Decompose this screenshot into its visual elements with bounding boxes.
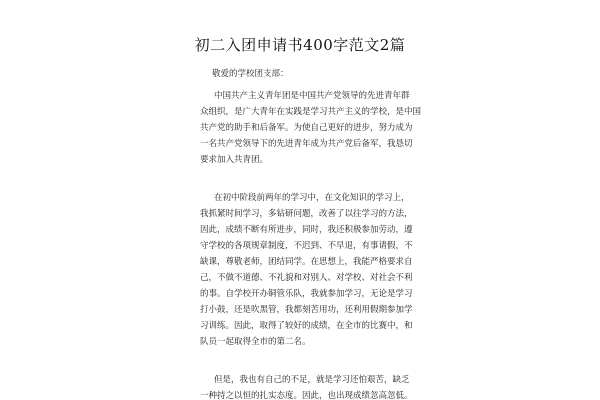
paragraph-gap <box>200 168 400 190</box>
paragraph-line: 要求加入共青团。 <box>200 155 269 165</box>
paragraph-line: 的事。自学校开办铜管乐队，我就参加学习，无论是学习 <box>200 289 413 299</box>
paragraph-line: 打小鼓，还是吹黑管，我都刻苦用功，还利用假期参加学 <box>200 305 413 315</box>
paragraph-line: 在初中阶段前两年的学习中，在文化知识的学习上， <box>214 193 410 203</box>
paragraph-line: 因此，成绩不断有所进步，同时，我还积极参加劳动，遵 <box>200 225 413 235</box>
paragraph-line: 己，不做不道德、不礼貌和对别人、对学校、对社会不利 <box>200 273 413 283</box>
paragraph-line: 众组织，是广大青年在实践是学习共产主义的学校，是中国 <box>200 107 422 117</box>
paragraph-line: 我抓紧时间学习，多钻研问题，改善了以往学习的方法， <box>200 209 413 219</box>
paragraph-3 <box>200 372 413 400</box>
paragraph-line: 一名共产党领导下的先进青年成为共产党后备军，我恳切 <box>200 139 413 149</box>
paragraph-line: 缺课，尊敬老师，团结同学。在思想上，我能严格要求自 <box>200 257 413 267</box>
paragraph-line: 守学校的各项规章制度，不迟到、不早退，有事请假，不 <box>200 241 413 251</box>
document-title: 初二入团申请书400字范文2篇 <box>194 36 406 54</box>
paragraph-line: 中国共产主义青年团是中国共产党领导的先进青年群 <box>214 91 410 101</box>
paragraph-2 <box>200 190 413 350</box>
paragraph-1 <box>200 88 422 168</box>
salutation: 敬爱的学校团支部： <box>212 69 289 79</box>
document-body <box>200 66 422 400</box>
paragraph-line: 队员一起取得全市的第二名。 <box>200 337 311 347</box>
paragraph-line: 但是，我也有自己的不足，就是学习还怕艰苦，缺乏 <box>214 375 410 385</box>
paragraph-gap <box>200 350 400 372</box>
paragraph-line: 一种持之以恒的扎实态度。因此，也出现成绩忽高忽低。 <box>200 391 413 400</box>
paragraph-line: 共产党的助手和后备军。为使自己更好的进步，努力成为 <box>200 123 413 133</box>
paragraph-line: 习训练。因此，取得了较好的成绩，在全市的比赛中，和 <box>200 321 413 331</box>
